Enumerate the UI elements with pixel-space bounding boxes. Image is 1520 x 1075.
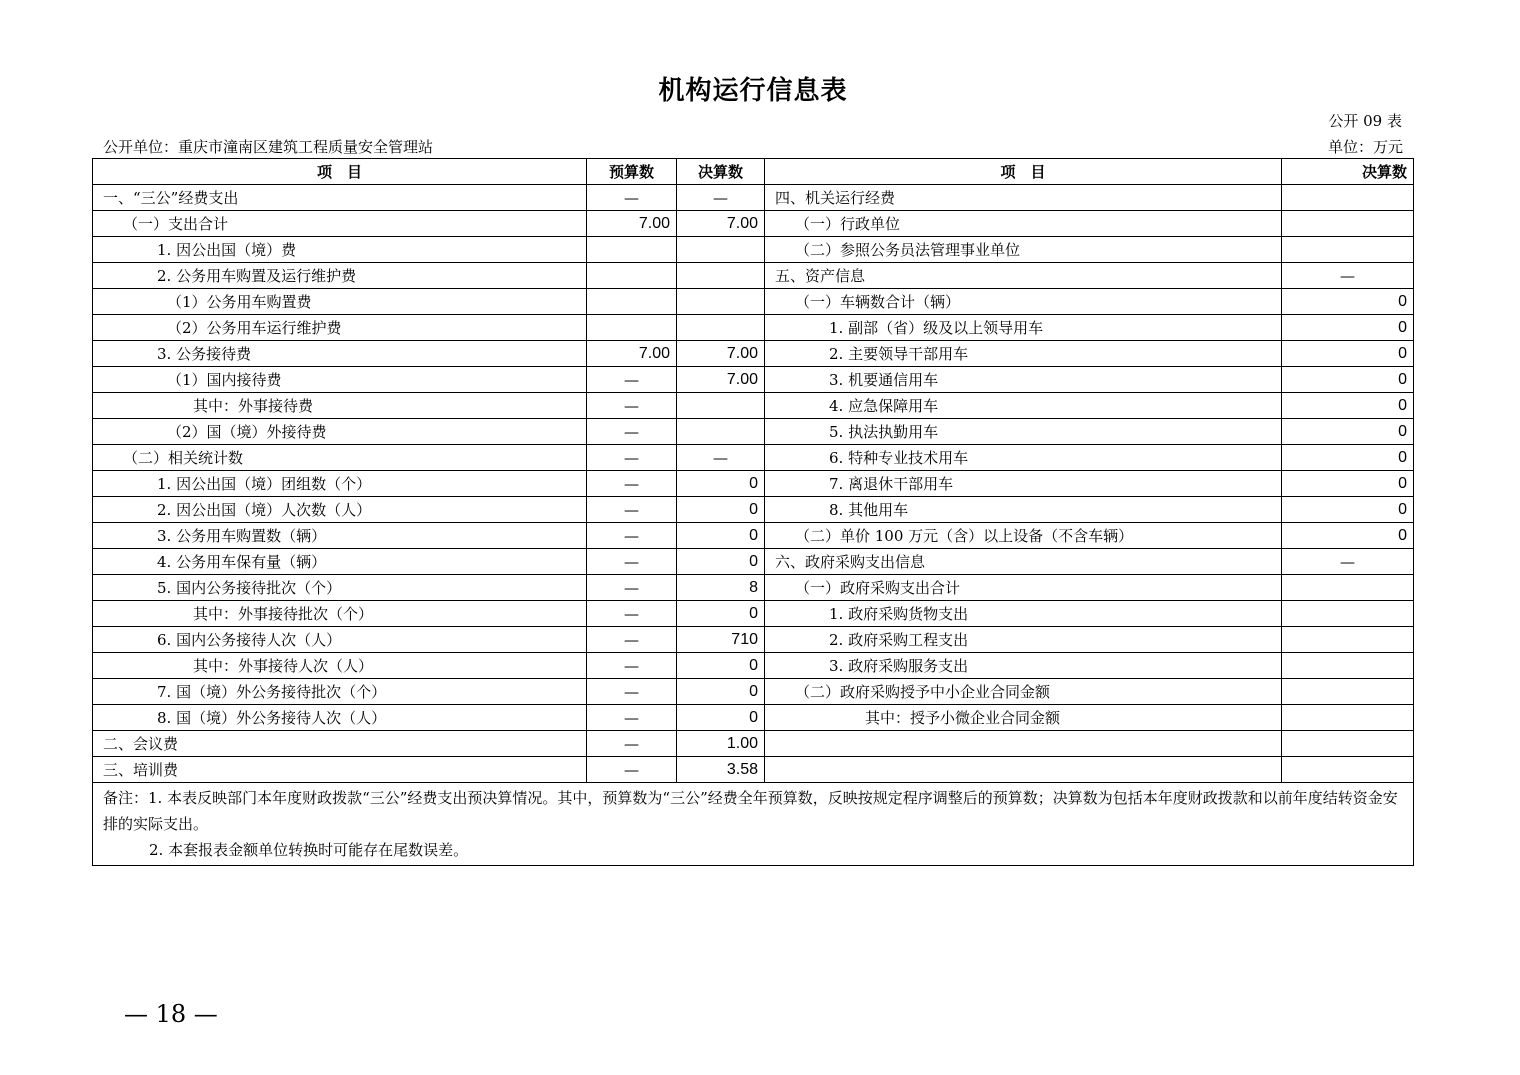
- final-cell-2: [1282, 185, 1414, 211]
- table-row: [93, 575, 1414, 601]
- final-cell-2: 0: [1282, 471, 1414, 497]
- table-row: [93, 237, 1414, 263]
- item-cell-2: 六、政府采购支出信息: [765, 549, 1282, 575]
- final-cell-2: 0: [1282, 367, 1414, 393]
- budget-cell: [587, 237, 677, 263]
- final-cell: 0: [677, 497, 765, 523]
- header-item: 项 目: [93, 159, 587, 185]
- notes-row: [93, 783, 1414, 866]
- item-cell-2: 8. 其他用车: [765, 497, 1282, 523]
- final-cell-2: 0: [1282, 523, 1414, 549]
- item-cell: 其中：外事接待人次（人）: [93, 653, 587, 679]
- item-cell: 8. 国（境）外公务接待人次（人）: [93, 705, 587, 731]
- item-cell-2: 4. 应急保障用车: [765, 393, 1282, 419]
- item-cell-2: 1. 政府采购货物支出: [765, 601, 1282, 627]
- final-cell-2: [1282, 679, 1414, 705]
- item-cell-2: 3. 机要通信用车: [765, 367, 1282, 393]
- table-row: [93, 679, 1414, 705]
- item-cell-2: （一）政府采购支出合计: [765, 575, 1282, 601]
- final-cell-2: [1282, 705, 1414, 731]
- budget-cell: —: [587, 393, 677, 419]
- final-cell: —: [677, 185, 765, 211]
- item-cell-2: 五、资产信息: [765, 263, 1282, 289]
- budget-cell: 7.00: [587, 341, 677, 367]
- final-cell: [677, 419, 765, 445]
- budget-cell: —: [587, 185, 677, 211]
- final-cell-2: 0: [1282, 341, 1414, 367]
- final-cell-2: [1282, 237, 1414, 263]
- item-cell-2: （二）单价 100 万元（含）以上设备（不含车辆）: [765, 523, 1282, 549]
- item-cell-2: （一）车辆数合计（辆）: [765, 289, 1282, 315]
- item-cell: 三、培训费: [93, 757, 587, 783]
- note-line-2: 2. 本套报表金额单位转换时可能存在尾数误差。: [149, 841, 469, 859]
- budget-cell: —: [587, 731, 677, 757]
- table-row: [93, 757, 1414, 783]
- budget-cell: [587, 315, 677, 341]
- table-row: [93, 341, 1414, 367]
- budget-cell: —: [587, 627, 677, 653]
- item-cell-2: 1. 副部（省）级及以上领导用车: [765, 315, 1282, 341]
- item-cell: 其中：外事接待批次（个）: [93, 601, 587, 627]
- header-budget: 预算数: [587, 159, 677, 185]
- currency-unit: 单位：万元: [1327, 138, 1403, 156]
- table-row: [93, 419, 1414, 445]
- budget-cell: —: [587, 757, 677, 783]
- budget-cell: —: [587, 367, 677, 393]
- page-title: 机构运行信息表: [658, 76, 848, 106]
- item-cell: 2. 因公出国（境）人次数（人）: [93, 497, 587, 523]
- table-header-row: [93, 159, 1414, 185]
- info-table: [92, 158, 1414, 866]
- item-cell: 7. 国（境）外公务接待批次（个）: [93, 679, 587, 705]
- final-cell: [677, 237, 765, 263]
- budget-cell: 7.00: [587, 211, 677, 237]
- final-cell-2: [1282, 757, 1414, 783]
- table-row: [93, 471, 1414, 497]
- item-cell-2: 7. 离退休干部用车: [765, 471, 1282, 497]
- table-row: [93, 549, 1414, 575]
- item-cell-2: 四、机关运行经费: [765, 185, 1282, 211]
- final-cell-2: [1282, 575, 1414, 601]
- final-cell-2: —: [1282, 549, 1414, 575]
- item-cell: （1）国内接待费: [93, 367, 587, 393]
- header-final: 决算数: [677, 159, 765, 185]
- item-cell-2: （二）政府采购授予中小企业合同金额: [765, 679, 1282, 705]
- final-cell-2: [1282, 653, 1414, 679]
- final-cell-2: 0: [1282, 445, 1414, 471]
- final-cell-2: 0: [1282, 393, 1414, 419]
- item-cell-2: 3. 政府采购服务支出: [765, 653, 1282, 679]
- item-cell: 1. 因公出国（境）费: [93, 237, 587, 263]
- item-cell: 3. 公务接待费: [93, 341, 587, 367]
- final-cell: 0: [677, 653, 765, 679]
- item-cell-2: 其中：授予小微企业合同金额: [765, 705, 1282, 731]
- final-cell: [677, 315, 765, 341]
- item-cell-2: 2. 政府采购工程支出: [765, 627, 1282, 653]
- budget-cell: [587, 289, 677, 315]
- final-cell-2: [1282, 731, 1414, 757]
- table-row: [93, 185, 1414, 211]
- unit-row: [103, 136, 1403, 157]
- budget-cell: —: [587, 419, 677, 445]
- note-line-1: 备注：1. 本表反映部门本年度财政拨款“三公”经费支出预决算情况。其中，预算数为“三公”经费全年预算数，反映按规定程序调整后的预算数；决算数为包括本年度财政拨款和以前年度结转资金安排的实际支出。: [103, 789, 1398, 833]
- budget-cell: —: [587, 471, 677, 497]
- item-cell: （一）支出合计: [93, 211, 587, 237]
- page-number: — 18 —: [124, 1000, 218, 1028]
- final-cell: [677, 289, 765, 315]
- budget-cell: —: [587, 679, 677, 705]
- notes: [93, 783, 1414, 866]
- item-cell: 1. 因公出国（境）团组数（个）: [93, 471, 587, 497]
- item-cell: 2. 公务用车购置及运行维护费: [93, 263, 587, 289]
- budget-cell: —: [587, 575, 677, 601]
- final-cell-2: 0: [1282, 419, 1414, 445]
- item-cell: （1）公务用车购置费: [93, 289, 587, 315]
- budget-cell: —: [587, 705, 677, 731]
- table-row: [93, 627, 1414, 653]
- item-cell: 其中：外事接待费: [93, 393, 587, 419]
- final-cell-2: [1282, 627, 1414, 653]
- item-cell: 5. 国内公务接待批次（个）: [93, 575, 587, 601]
- item-cell-2: [765, 757, 1282, 783]
- item-cell-2: 6. 特种专业技术用车: [765, 445, 1282, 471]
- final-cell: 0: [677, 471, 765, 497]
- final-cell: [677, 263, 765, 289]
- item-cell-2: [765, 731, 1282, 757]
- table-row: [93, 263, 1414, 289]
- reporting-unit: 公开单位：重庆市潼南区建筑工程质量安全管理站: [103, 138, 434, 156]
- final-cell: 710: [677, 627, 765, 653]
- table-row: [93, 393, 1414, 419]
- final-cell: 0: [677, 705, 765, 731]
- item-cell-2: 5. 执法执勤用车: [765, 419, 1282, 445]
- item-cell: 6. 国内公务接待人次（人）: [93, 627, 587, 653]
- item-cell: （2）国（境）外接待费: [93, 419, 587, 445]
- final-cell: 7.00: [677, 367, 765, 393]
- budget-cell: —: [587, 497, 677, 523]
- table-row: [93, 211, 1414, 237]
- table-row: [93, 653, 1414, 679]
- final-cell: 0: [677, 523, 765, 549]
- table-row: [93, 367, 1414, 393]
- item-cell: （二）相关统计数: [93, 445, 587, 471]
- final-cell: —: [677, 445, 765, 471]
- final-cell: 0: [677, 601, 765, 627]
- final-cell-2: 0: [1282, 289, 1414, 315]
- item-cell: 3. 公务用车购置数（辆）: [93, 523, 587, 549]
- final-cell: 7.00: [677, 341, 765, 367]
- final-cell: 0: [677, 549, 765, 575]
- table-row: [93, 705, 1414, 731]
- table-row: [93, 731, 1414, 757]
- final-cell: 0: [677, 679, 765, 705]
- final-cell: 3.58: [677, 757, 765, 783]
- final-cell-2: [1282, 211, 1414, 237]
- final-cell: [677, 393, 765, 419]
- budget-cell: —: [587, 445, 677, 471]
- budget-cell: —: [587, 523, 677, 549]
- item-cell: 二、会议费: [93, 731, 587, 757]
- final-cell-2: [1282, 601, 1414, 627]
- item-cell: （2）公务用车运行维护费: [93, 315, 587, 341]
- final-cell: 8: [677, 575, 765, 601]
- table-row: [93, 601, 1414, 627]
- table-row: [93, 497, 1414, 523]
- final-cell: 1.00: [677, 731, 765, 757]
- item-cell-2: （一）行政单位: [765, 211, 1282, 237]
- final-cell-2: 0: [1282, 497, 1414, 523]
- item-cell: 4. 公务用车保有量（辆）: [93, 549, 587, 575]
- final-cell: 7.00: [677, 211, 765, 237]
- budget-cell: —: [587, 601, 677, 627]
- final-cell-2: 0: [1282, 315, 1414, 341]
- form-number: 公开 09 表: [1328, 112, 1402, 130]
- header-final-2: 决算数: [1282, 159, 1414, 185]
- budget-cell: —: [587, 549, 677, 575]
- table-row: [93, 289, 1414, 315]
- header-item-2: 项 目: [765, 159, 1282, 185]
- table-row: [93, 445, 1414, 471]
- budget-cell: [587, 263, 677, 289]
- item-cell-2: 2. 主要领导干部用车: [765, 341, 1282, 367]
- budget-cell: —: [587, 653, 677, 679]
- item-cell: 一、“三公”经费支出: [93, 185, 587, 211]
- final-cell-2: —: [1282, 263, 1414, 289]
- table-row: [93, 523, 1414, 549]
- table-row: [93, 315, 1414, 341]
- item-cell-2: （二）参照公务员法管理事业单位: [765, 237, 1282, 263]
